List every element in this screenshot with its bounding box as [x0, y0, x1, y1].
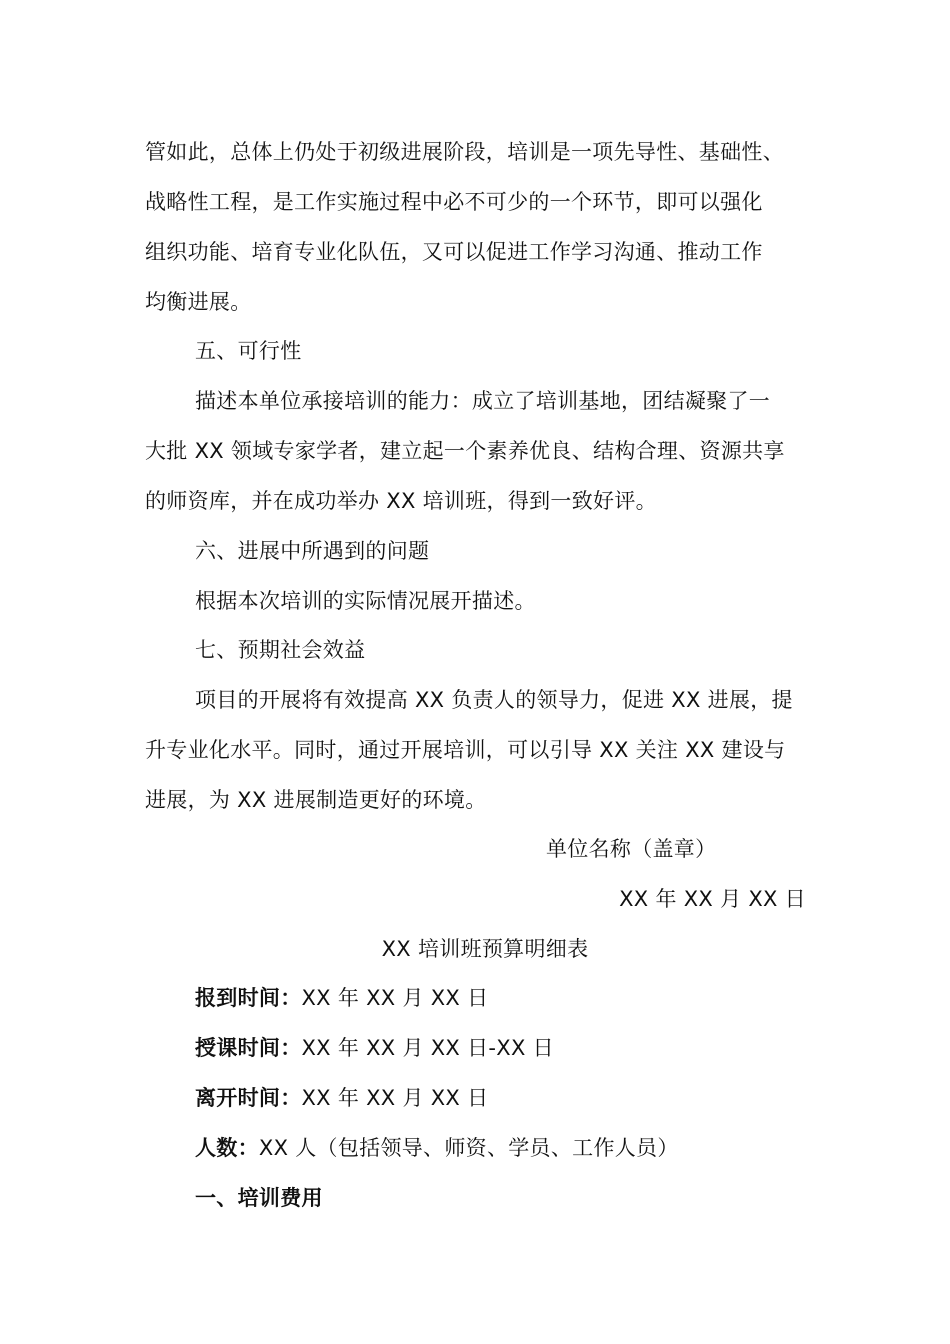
section-heading-training-cost: 一、培训费用 [195, 1186, 323, 1210]
paragraph-line: 描述本单位承接培训的能力：成立了培训基地，团结凝聚了一 [195, 389, 771, 413]
field-label: 人数： [195, 1136, 259, 1160]
signature-date: XX 年 XX 月 XX 日 [619, 887, 806, 911]
paragraph-line: 均衡进展。 [145, 290, 252, 314]
field-headcount [195, 1131, 825, 1165]
paragraph-line: 战略性工程，是工作实施过程中必不可少的一个环节，即可以强化 [145, 190, 763, 214]
paragraph-line: 管如此，总体上仍处于初级进展阶段，培训是一项先导性、基础性、 [145, 140, 784, 164]
field-check-in-time [195, 981, 825, 1015]
field-lecture-time [195, 1031, 825, 1065]
paragraph-line: 组织功能、培育专业化队伍，又可以促进工作学习沟通、推动工作 [145, 240, 763, 264]
field-value: XX 年 XX 月 XX 日 [301, 1086, 489, 1110]
field-label: 授课时间： [195, 1036, 302, 1060]
section-heading-feasibility: 五、可行性 [195, 339, 302, 363]
field-label: 报到时间： [195, 986, 302, 1010]
field-value: XX 年 XX 月 XX 日 [301, 986, 489, 1010]
field-value: XX 人（包括领导、师资、学员、工作人员） [258, 1136, 679, 1160]
section-heading-social-benefit: 七、预期社会效益 [195, 638, 366, 662]
paragraph-line: 进展，为 XX 进展制造更好的环境。 [145, 788, 487, 812]
paragraph-line: 大批 XX 领域专家学者，建立起一个素养优良、结构合理、资源共享 [145, 439, 785, 463]
budget-title: XX 培训班预算明细表 [381, 937, 589, 961]
paragraph-line: 升专业化水平。同时，通过开展培训，可以引导 XX 关注 XX 建设与 [145, 738, 786, 762]
paragraph-line: 根据本次培训的实际情况展开描述。 [195, 589, 536, 613]
field-label: 离开时间： [195, 1086, 302, 1110]
signature-unit-name: 单位名称（盖章） [546, 837, 717, 861]
paragraph-line: 的师资库，并在成功举办 XX 培训班，得到一致好评。 [145, 489, 657, 513]
field-value: XX 年 XX 月 XX 日-XX 日 [301, 1036, 554, 1060]
section-heading-problems: 六、进展中所遇到的问题 [195, 539, 430, 563]
field-departure-time [195, 1081, 825, 1115]
paragraph-line: 项目的开展将有效提高 XX 负责人的领导力，促进 XX 进展，提 [195, 688, 793, 712]
